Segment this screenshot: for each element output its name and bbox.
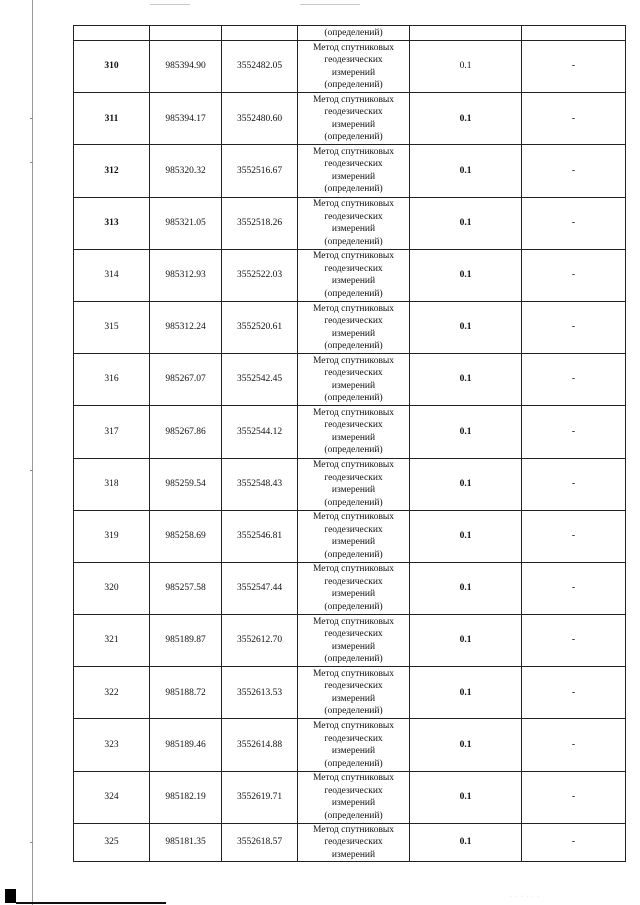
- cell-point-number: 325: [74, 823, 150, 862]
- method-line: геодезических: [324, 263, 383, 274]
- method-line: геодезических: [324, 629, 383, 640]
- cell-y-coordinate: 3552522.03: [222, 249, 298, 301]
- method-line: измерений: [331, 67, 376, 78]
- cell-method: [298, 615, 410, 667]
- cell-description: -: [522, 823, 626, 862]
- cell-point-number: 320: [74, 562, 150, 614]
- method-line: Метод спутниковых: [312, 146, 395, 157]
- scan-edge-mark: [30, 470, 33, 471]
- cell-y-coordinate: 3552618.57: [222, 823, 298, 862]
- table-row: [74, 562, 626, 614]
- cell-description: -: [522, 510, 626, 562]
- method-line: (определений): [324, 758, 383, 769]
- cell-y-coordinate: 3552613.53: [222, 667, 298, 719]
- method-line: измерений: [331, 171, 376, 182]
- cell-accuracy: 0.1: [410, 406, 522, 458]
- table-row: [74, 354, 626, 406]
- method-line: (определений): [324, 80, 383, 91]
- method-line: Метод спутниковых: [312, 355, 395, 366]
- method-line: Метод спутниковых: [312, 564, 395, 575]
- cell-x-coordinate: 985321.05: [150, 197, 222, 249]
- table-row: [74, 615, 626, 667]
- method-line: Метод спутниковых: [312, 773, 395, 784]
- cell-method: [298, 667, 410, 719]
- cell-method: [298, 354, 410, 406]
- cell-empty: [150, 26, 222, 41]
- method-line: Метод спутниковых: [312, 668, 395, 679]
- cell-point-number: 323: [74, 719, 150, 771]
- cell-x-coordinate: 985188.72: [150, 667, 222, 719]
- method-line: измерений: [331, 537, 376, 548]
- cell-y-coordinate: 3552542.45: [222, 354, 298, 406]
- table-row: [74, 719, 626, 771]
- cell-y-coordinate: 3552619.71: [222, 771, 298, 823]
- method-line: (определений): [324, 497, 383, 508]
- cell-y-coordinate: 3552544.12: [222, 406, 298, 458]
- cell-description: -: [522, 458, 626, 510]
- method-line: геодезических: [324, 55, 383, 66]
- method-line: измерений: [331, 432, 376, 443]
- table-row: [74, 823, 626, 862]
- cell-method: [298, 145, 410, 197]
- cell-method: [298, 562, 410, 614]
- method-line: измерений: [331, 380, 376, 391]
- cell-x-coordinate: 985189.87: [150, 615, 222, 667]
- method-line: (определений): [324, 132, 383, 143]
- cell-method: [298, 93, 410, 145]
- scan-footer-mark: [5, 889, 16, 903]
- scan-edge-mark: [30, 842, 33, 843]
- cell-y-coordinate: 3552480.60: [222, 93, 298, 145]
- cell-point-number: 318: [74, 458, 150, 510]
- method-line: Метод спутниковых: [312, 407, 395, 418]
- cell-description: -: [522, 41, 626, 93]
- method-line: (определений): [324, 236, 383, 247]
- table-row: [74, 771, 626, 823]
- cell-point-number: 321: [74, 615, 150, 667]
- method-line: геодезических: [324, 159, 383, 170]
- method-line: геодезических: [324, 681, 383, 692]
- method-line: Метод спутниковых: [312, 251, 395, 262]
- method-line: Метод спутниковых: [312, 94, 395, 105]
- cell-accuracy: 0.1: [410, 615, 522, 667]
- method-line: измерений: [331, 746, 376, 757]
- method-line: измерений: [331, 328, 376, 339]
- cell-method: [298, 197, 410, 249]
- cell-description: -: [522, 354, 626, 406]
- scan-edge-mark: [30, 162, 33, 163]
- cell-accuracy: 0.1: [410, 458, 522, 510]
- coordinates-table-body: [74, 26, 626, 862]
- cell-point-number: 310: [74, 41, 150, 93]
- cell-x-coordinate: 985259.54: [150, 458, 222, 510]
- cell-point-number: 319: [74, 510, 150, 562]
- method-line: (определений): [324, 654, 383, 665]
- scan-footer-line: [16, 902, 166, 904]
- cell-accuracy: 0.1: [410, 301, 522, 353]
- cell-point-number: 314: [74, 249, 150, 301]
- scan-edge-mark: [30, 118, 33, 119]
- cell-accuracy: 0.1: [410, 354, 522, 406]
- cell-point-number: 315: [74, 301, 150, 353]
- cell-x-coordinate: 985267.07: [150, 354, 222, 406]
- method-line: геодезических: [324, 785, 383, 796]
- cell-x-coordinate: 985312.93: [150, 249, 222, 301]
- cell-y-coordinate: 3552546.81: [222, 510, 298, 562]
- cell-description: -: [522, 197, 626, 249]
- cell-method-tail: (определений): [298, 26, 410, 41]
- method-line: Метод спутниковых: [312, 824, 395, 835]
- table-row: [74, 301, 626, 353]
- cell-accuracy: 0.1: [410, 197, 522, 249]
- cell-method: [298, 249, 410, 301]
- table-row-continuation: [74, 26, 626, 41]
- method-line: измерений: [331, 276, 376, 287]
- table-row: [74, 458, 626, 510]
- method-line: Метод спутниковых: [312, 42, 395, 53]
- cell-accuracy: 0.1: [410, 771, 522, 823]
- method-line: (определений): [324, 288, 383, 299]
- cell-accuracy: 0.1: [410, 667, 522, 719]
- cell-x-coordinate: 985181.35: [150, 823, 222, 862]
- method-line: (определений): [324, 393, 383, 404]
- table-row: [74, 197, 626, 249]
- method-line: (определений): [324, 184, 383, 195]
- method-line: геодезических: [324, 837, 383, 848]
- method-line: геодезических: [324, 733, 383, 744]
- method-line: измерений: [331, 485, 376, 496]
- cell-accuracy: 0.1: [410, 823, 522, 862]
- scan-footer-noise: · · · · · ·: [510, 894, 541, 900]
- cell-point-number: 317: [74, 406, 150, 458]
- cell-x-coordinate: 985257.58: [150, 562, 222, 614]
- cell-method: [298, 510, 410, 562]
- cell-method: [298, 41, 410, 93]
- cell-point-number: 324: [74, 771, 150, 823]
- method-line: измерений: [331, 589, 376, 600]
- method-line: (определений): [324, 706, 383, 717]
- cell-point-number: 316: [74, 354, 150, 406]
- method-line: геодезических: [324, 472, 383, 483]
- cell-empty: [74, 26, 150, 41]
- method-line: геодезических: [324, 368, 383, 379]
- scan-artifact: [150, 4, 190, 5]
- cell-y-coordinate: 3552547.44: [222, 562, 298, 614]
- cell-description: -: [522, 667, 626, 719]
- method-line: геодезических: [324, 524, 383, 535]
- cell-accuracy: 0.1: [410, 562, 522, 614]
- cell-empty: [522, 26, 626, 41]
- cell-x-coordinate: 985267.86: [150, 406, 222, 458]
- method-line: геодезических: [324, 211, 383, 222]
- cell-empty: [410, 26, 522, 41]
- scan-artifact: [300, 4, 360, 5]
- method-line: Метод спутниковых: [312, 460, 395, 471]
- method-line: измерений: [331, 849, 376, 860]
- cell-y-coordinate: 3552520.61: [222, 301, 298, 353]
- cell-y-coordinate: 3552548.43: [222, 458, 298, 510]
- method-line: измерений: [331, 693, 376, 704]
- cell-description: -: [522, 406, 626, 458]
- table-row: [74, 93, 626, 145]
- method-line: (определений): [324, 445, 383, 456]
- table-row: [74, 41, 626, 93]
- cell-point-number: 313: [74, 197, 150, 249]
- cell-description: -: [522, 145, 626, 197]
- cell-description: -: [522, 249, 626, 301]
- table-row: [74, 249, 626, 301]
- method-line: измерений: [331, 641, 376, 652]
- cell-description: -: [522, 771, 626, 823]
- cell-x-coordinate: 985394.17: [150, 93, 222, 145]
- cell-x-coordinate: 985182.19: [150, 771, 222, 823]
- method-line: Метод спутниковых: [312, 616, 395, 627]
- cell-method: [298, 771, 410, 823]
- cell-y-coordinate: 3552612.70: [222, 615, 298, 667]
- table-row: [74, 406, 626, 458]
- cell-description: -: [522, 615, 626, 667]
- cell-point-number: 311: [74, 93, 150, 145]
- cell-y-coordinate: 3552614.88: [222, 719, 298, 771]
- method-line: (определений): [324, 810, 383, 821]
- method-line: геодезических: [324, 316, 383, 327]
- method-line: (определений): [324, 341, 383, 352]
- cell-description: -: [522, 301, 626, 353]
- method-line: Метод спутниковых: [312, 512, 395, 523]
- cell-method: [298, 719, 410, 771]
- cell-x-coordinate: 985189.46: [150, 719, 222, 771]
- cell-method: [298, 301, 410, 353]
- cell-accuracy: 0.1: [410, 145, 522, 197]
- cell-x-coordinate: 985312.24: [150, 301, 222, 353]
- scan-left-edge-line: [32, 0, 33, 905]
- cell-method: [298, 458, 410, 510]
- cell-accuracy: 0.1: [410, 93, 522, 145]
- cell-accuracy: 0.1: [410, 41, 522, 93]
- method-line: (определений): [324, 601, 383, 612]
- cell-x-coordinate: 985320.32: [150, 145, 222, 197]
- cell-accuracy: 0.1: [410, 719, 522, 771]
- method-line: Метод спутниковых: [312, 721, 395, 732]
- coordinates-table: [73, 25, 626, 862]
- cell-point-number: 312: [74, 145, 150, 197]
- cell-description: -: [522, 562, 626, 614]
- cell-method: [298, 823, 410, 862]
- method-line: измерений: [331, 119, 376, 130]
- cell-accuracy: 0.1: [410, 249, 522, 301]
- cell-y-coordinate: 3552518.26: [222, 197, 298, 249]
- table-row: [74, 667, 626, 719]
- method-line: измерений: [331, 224, 376, 235]
- method-line: Метод спутниковых: [312, 303, 395, 314]
- method-line: измерений: [331, 798, 376, 809]
- table-row: [74, 145, 626, 197]
- method-line: Метод спутниковых: [312, 199, 395, 210]
- method-line: геодезических: [324, 420, 383, 431]
- cell-method: [298, 406, 410, 458]
- method-line: (определений): [324, 549, 383, 560]
- method-line: геодезических: [324, 107, 383, 118]
- cell-empty: [222, 26, 298, 41]
- cell-description: -: [522, 93, 626, 145]
- cell-point-number: 322: [74, 667, 150, 719]
- cell-x-coordinate: 985394.90: [150, 41, 222, 93]
- cell-accuracy: 0.1: [410, 510, 522, 562]
- cell-description: -: [522, 719, 626, 771]
- cell-y-coordinate: 3552516.67: [222, 145, 298, 197]
- cell-x-coordinate: 985258.69: [150, 510, 222, 562]
- method-line: геодезических: [324, 576, 383, 587]
- cell-y-coordinate: 3552482.05: [222, 41, 298, 93]
- table-row: [74, 510, 626, 562]
